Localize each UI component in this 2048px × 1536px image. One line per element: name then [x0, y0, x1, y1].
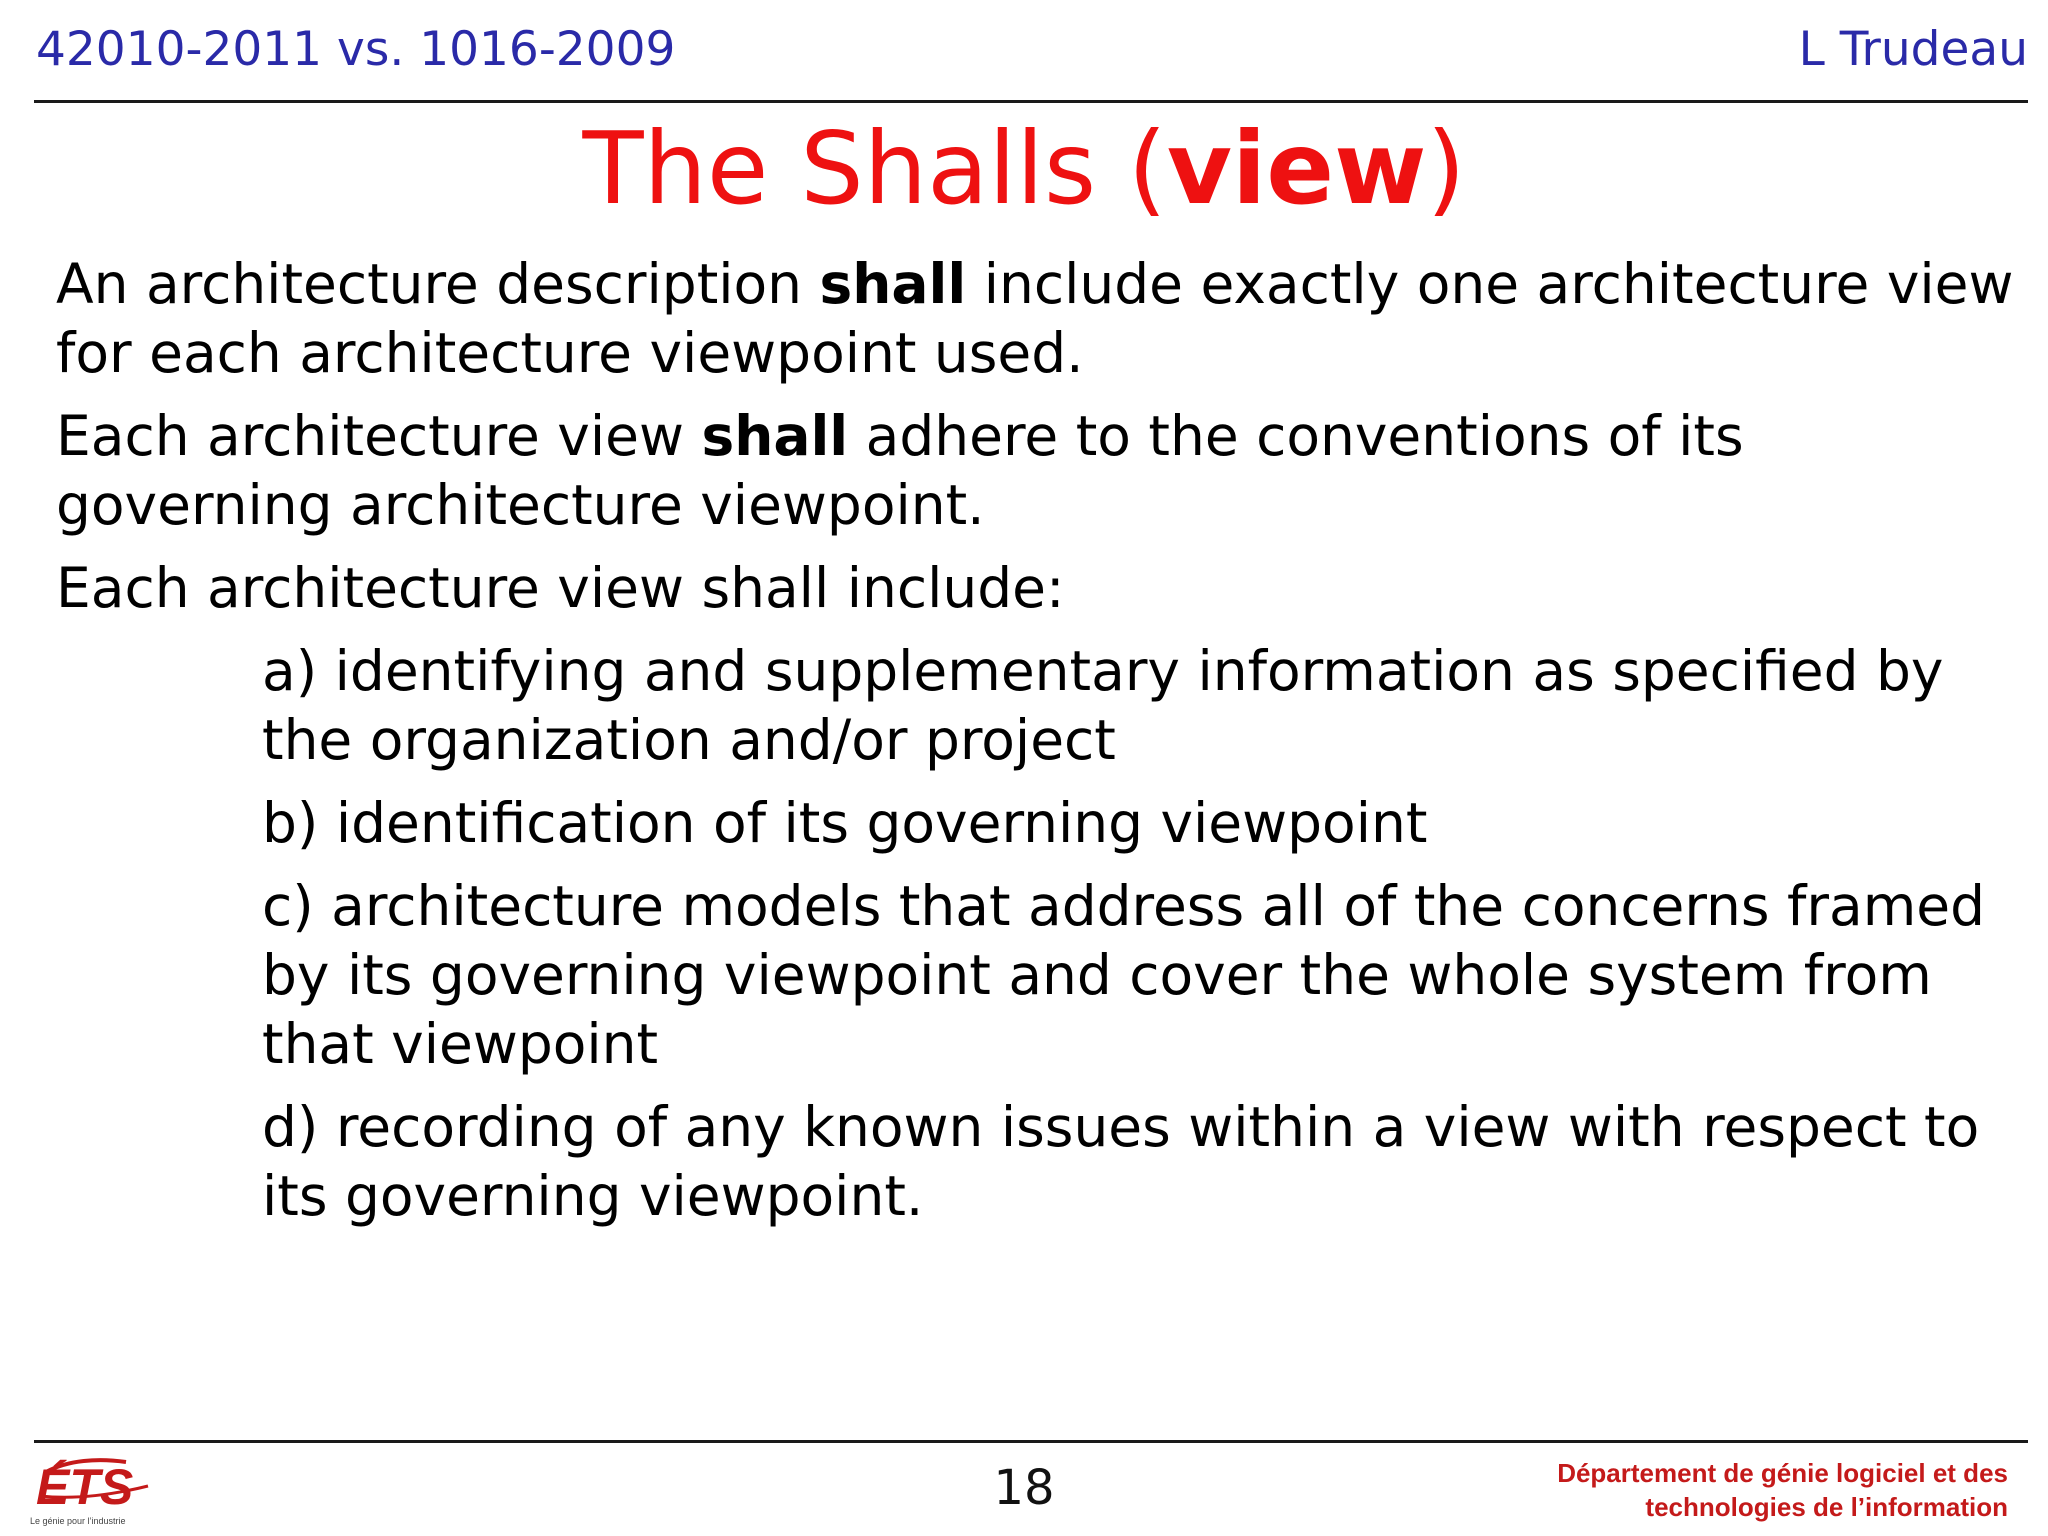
paragraph-text: include exactly one architecture view for each architecture viewpoint used. — [56, 252, 2014, 385]
logo-tagline: Le génie pour l’industrie — [30, 1516, 126, 1526]
title-suffix: ) — [1426, 110, 1466, 227]
paragraph-text: An architecture description — [56, 252, 820, 316]
title-prefix: The Shalls ( — [582, 110, 1167, 227]
top-divider — [34, 100, 2028, 103]
title-bold: view — [1166, 110, 1427, 227]
paragraph-1 — [56, 250, 2016, 388]
slide-title — [0, 110, 2048, 227]
paragraph-bold: shall — [701, 404, 849, 468]
page-number: 18 — [993, 1460, 1055, 1516]
paragraph-3: Each architecture view shall include: — [56, 556, 1065, 620]
sub-item-c: c) architecture models that address all of the concerns framed by its governing viewpoint and cover the whole system from that viewpoint — [262, 874, 1986, 1076]
department-name — [1557, 1456, 2008, 1524]
sub-item-b: b) identification of its governing viewpoint — [262, 791, 1428, 855]
logo-wordmark: ÉTS — [36, 1459, 134, 1515]
sub-item-a: a) identifying and supplementary information as specified by the organization and/or project — [262, 639, 1944, 772]
sub-item-d: d) recording of any known issues within a view with respect to its governing viewpoint. — [262, 1095, 1980, 1228]
paragraph-2 — [56, 402, 2016, 540]
paragraph-text: adhere to the conventions of its governing architecture viewpoint. — [56, 404, 1744, 537]
department-line-2: technologies de l’information — [1645, 1492, 2008, 1522]
slide-body — [56, 250, 2016, 1245]
header-author: L Trudeau — [1798, 22, 2028, 77]
paragraph-text: Each architecture view — [56, 404, 702, 468]
header-course-label: 42010-2011 vs. 1016-2009 — [36, 22, 676, 77]
bottom-divider — [34, 1440, 2028, 1443]
department-line-1: Département de génie logiciel et des — [1557, 1458, 2008, 1488]
paragraph-bold: shall — [819, 252, 967, 316]
